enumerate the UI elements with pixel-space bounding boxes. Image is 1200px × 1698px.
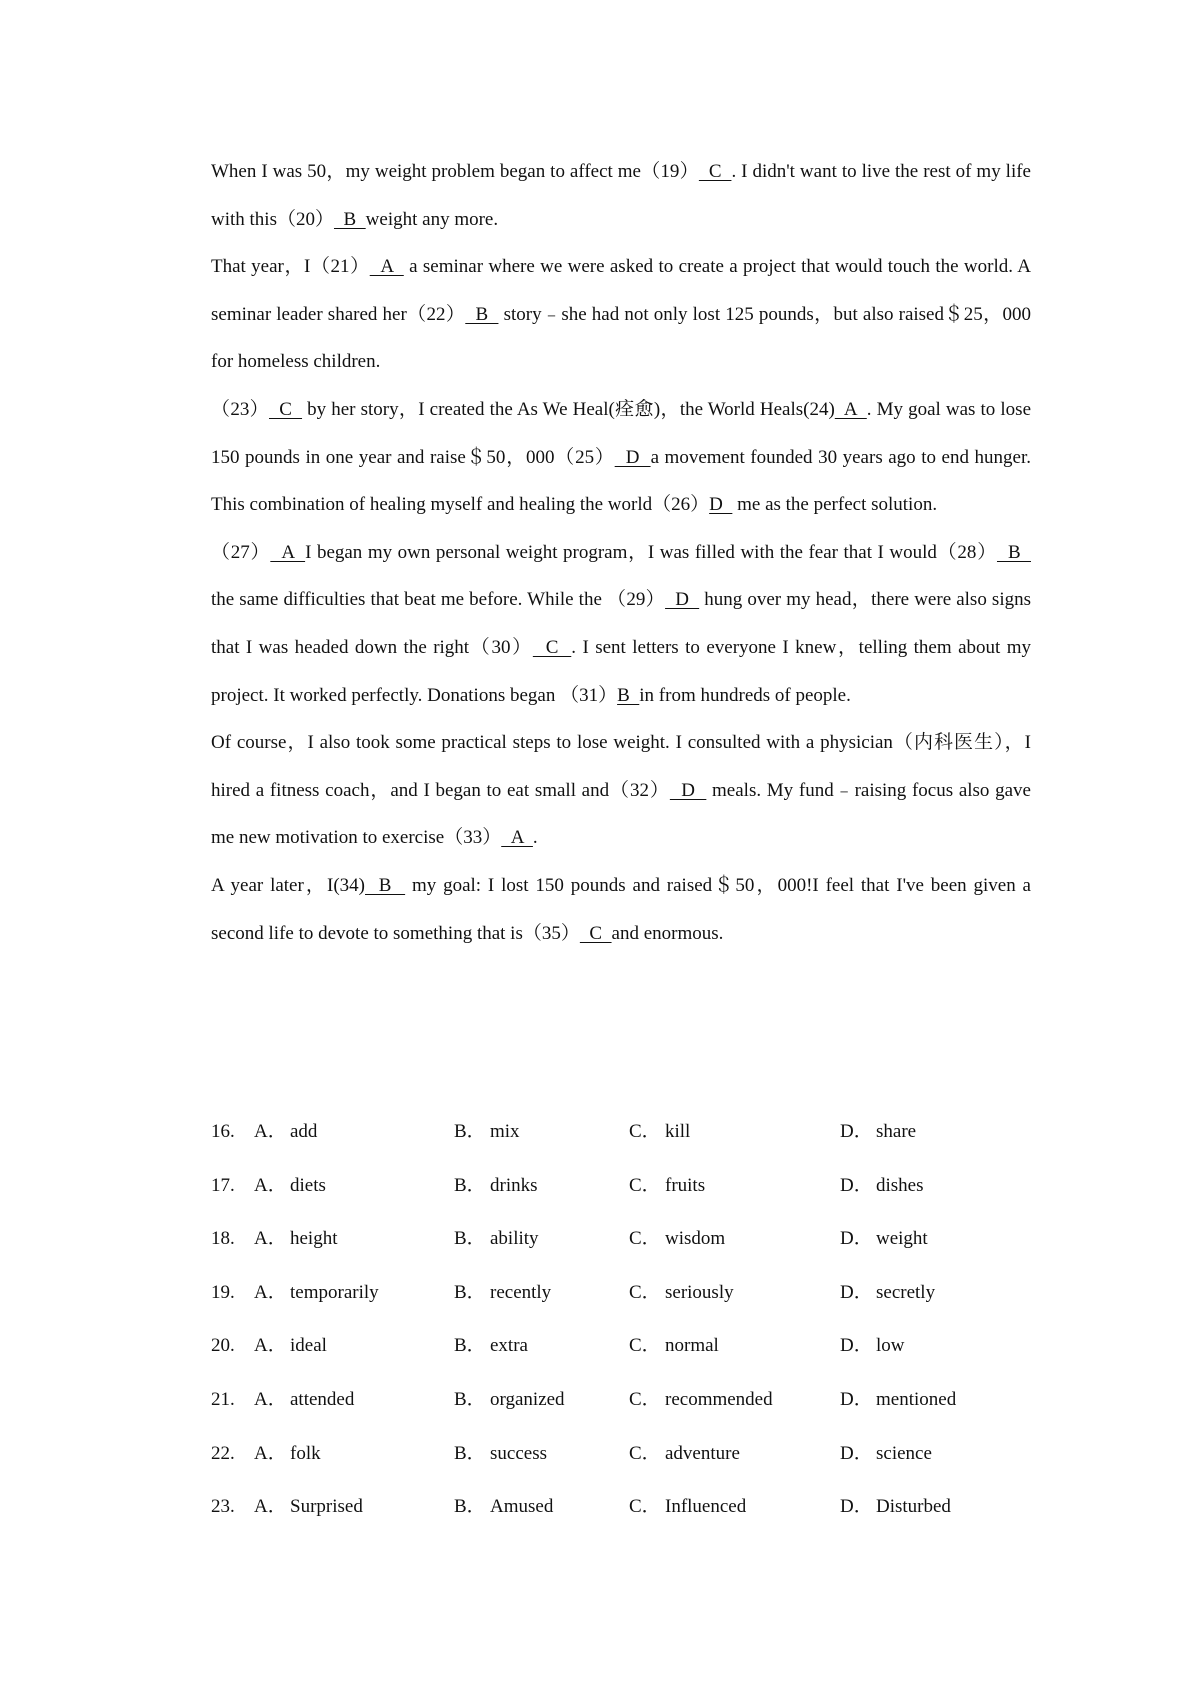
passage-text: the same difficulties that beat me before. While the （29）	[211, 589, 666, 611]
option-text: add	[290, 1121, 318, 1142]
option-text: attended	[290, 1388, 355, 1410]
passage-text: . I didn't want to live the rest of my life with this（20）	[211, 161, 1031, 230]
option-text: share	[876, 1121, 917, 1142]
answer-blank: C	[269, 398, 303, 420]
option-row	[211, 1382, 1031, 1436]
option-text: Surprised	[290, 1496, 363, 1518]
option-b	[454, 1436, 547, 1472]
passage-text: in from hundreds of people.	[639, 684, 851, 706]
option-text: science	[876, 1442, 932, 1464]
option-a	[211, 1221, 338, 1257]
option-letter: C．	[629, 1388, 661, 1410]
option-letter: B．	[454, 1228, 486, 1250]
option-letter: C．	[629, 1442, 661, 1464]
option-a	[211, 1382, 354, 1418]
option-letter: C．	[629, 1496, 661, 1518]
option-b	[454, 1489, 553, 1525]
option-text: height	[290, 1228, 338, 1250]
passage-paragraph	[211, 148, 1031, 243]
option-a	[211, 1168, 326, 1204]
option-letter: A．	[254, 1228, 287, 1250]
answer-blank: C	[532, 636, 572, 658]
option-b	[454, 1221, 539, 1257]
option-c	[629, 1275, 734, 1311]
option-text: success	[490, 1442, 547, 1464]
option-c	[629, 1221, 725, 1257]
option-text: diets	[290, 1174, 326, 1196]
passage-text: . I sent letters to everyone I knew，telling them about my project. It worked perfectly. Donations began （31）	[211, 636, 1032, 706]
option-c	[629, 1436, 740, 1472]
answer-blank: A	[270, 541, 306, 563]
passage-text: When I was 50，my weight problem began to affect me（19）	[211, 161, 699, 182]
option-letter: B．	[454, 1174, 486, 1196]
option-d	[840, 1221, 928, 1257]
option-text: Influenced	[665, 1496, 747, 1518]
option-row	[211, 1168, 1031, 1222]
passage-text: a seminar where we were asked to create a project that would touch the world. A seminar leader shared her（22）	[211, 256, 1031, 325]
option-row	[211, 1489, 1031, 1543]
option-text: ideal	[290, 1335, 327, 1357]
option-text: fruits	[665, 1174, 706, 1196]
option-text: normal	[665, 1335, 719, 1357]
cloze-passage	[211, 148, 1031, 957]
passage-text: （23）	[211, 398, 270, 420]
option-row	[211, 1436, 1031, 1490]
option-text: weight	[876, 1228, 928, 1250]
passage-text: （27）	[211, 541, 271, 563]
answer-blank: B	[617, 684, 640, 706]
option-c	[629, 1114, 690, 1150]
question-number: 16.	[211, 1121, 235, 1142]
question-number: 18.	[211, 1228, 235, 1250]
option-letter: D．	[840, 1121, 873, 1142]
passage-paragraph	[211, 862, 1031, 957]
option-d	[840, 1436, 932, 1472]
option-a	[211, 1436, 321, 1472]
answer-blank: D	[614, 446, 651, 468]
option-text: mix	[490, 1121, 520, 1142]
option-text: recently	[490, 1281, 552, 1303]
passage-text: and enormous.	[611, 922, 724, 944]
option-b	[454, 1382, 565, 1418]
answer-blank: D	[665, 589, 700, 611]
option-row	[211, 1275, 1031, 1329]
option-text: extra	[490, 1335, 528, 1357]
answer-blank: A	[834, 398, 867, 420]
option-c	[629, 1328, 719, 1364]
passage-text: . My goal was to lose 150 pounds in one year and raise＄50，000（25）	[211, 398, 1032, 468]
passage-text: That year，I（21）	[211, 256, 370, 278]
option-letter: B．	[454, 1442, 486, 1464]
answer-blank: A	[369, 256, 404, 278]
option-a	[211, 1114, 317, 1150]
option-text: adventure	[665, 1442, 740, 1464]
option-letter: C．	[629, 1121, 661, 1142]
option-letter: D．	[840, 1228, 873, 1250]
option-a	[211, 1489, 363, 1525]
passage-text: my goal: I lost 150 pounds and raised＄50，000!I feel that I've been given a second life to devote to something that is（35）	[211, 874, 1031, 944]
passage-text: A year later，I(34)	[211, 874, 366, 896]
option-d	[840, 1114, 916, 1150]
answer-blank: B	[365, 874, 406, 896]
option-letter: B．	[454, 1388, 486, 1410]
option-b	[454, 1114, 520, 1150]
option-d	[840, 1489, 951, 1525]
option-text: wisdom	[665, 1228, 726, 1250]
option-text: Amused	[490, 1496, 554, 1518]
option-text: recommended	[665, 1388, 773, 1410]
answer-options-list	[211, 1114, 1031, 1543]
passage-text: meals. My fund﹣raising focus also gave me new motivation to exercise（33）	[211, 779, 1031, 849]
option-text: temporarily	[290, 1281, 379, 1303]
passage-text: me as the perfect solution.	[732, 494, 938, 516]
option-row	[211, 1114, 1031, 1168]
option-text: kill	[665, 1121, 691, 1142]
option-letter: B．	[454, 1281, 486, 1303]
answer-blank: B	[996, 541, 1031, 563]
answer-blank: D	[669, 779, 707, 801]
passage-text: story﹣she had not only lost 125 pounds，but also raised＄25，000 for homeless children.	[211, 303, 1031, 373]
answer-blank: D	[709, 494, 733, 516]
passage-text: by her story，I created the As We Heal(痊愈)，the World Heals(24)	[302, 398, 835, 420]
option-letter: A．	[254, 1174, 287, 1196]
question-number: 22.	[211, 1442, 235, 1464]
option-letter: C．	[629, 1174, 661, 1196]
option-text: Disturbed	[876, 1496, 951, 1518]
answer-blank: C	[698, 161, 732, 182]
passage-text: .	[532, 827, 538, 849]
option-text: dishes	[876, 1174, 924, 1196]
question-number: 19.	[211, 1281, 235, 1303]
option-letter: B．	[454, 1496, 486, 1518]
option-text: low	[876, 1335, 905, 1357]
answer-blank: B	[333, 208, 366, 230]
option-b	[454, 1275, 551, 1311]
option-letter: B．	[454, 1335, 486, 1357]
option-letter: C．	[629, 1228, 661, 1250]
option-text: organized	[490, 1388, 565, 1410]
passage-paragraph	[211, 719, 1031, 862]
passage-text: Of course，I also took some practical steps to lose weight. I consulted with a physician（内科医生），I hired a fitness coach，and I began to eat small and（32）	[211, 732, 1031, 801]
option-letter: D．	[840, 1442, 873, 1464]
option-letter: B．	[454, 1121, 486, 1142]
option-letter: C．	[629, 1281, 661, 1303]
passage-paragraph	[211, 243, 1031, 386]
passage-text: hung over my head，there were also signs that I was headed down the right（30）	[211, 589, 1031, 658]
option-letter: D．	[840, 1496, 873, 1518]
option-text: ability	[490, 1228, 539, 1250]
question-number: 17.	[211, 1174, 235, 1196]
option-letter: A．	[254, 1388, 287, 1410]
option-letter: A．	[254, 1496, 287, 1518]
option-letter: D．	[840, 1281, 873, 1303]
option-letter: A．	[254, 1442, 287, 1464]
option-b	[454, 1168, 538, 1204]
option-row	[211, 1328, 1031, 1382]
option-a	[211, 1275, 379, 1311]
option-d	[840, 1275, 935, 1311]
option-text: mentioned	[876, 1388, 957, 1410]
option-c	[629, 1489, 746, 1525]
option-letter: A．	[254, 1281, 287, 1303]
option-d	[840, 1168, 924, 1204]
question-number: 23.	[211, 1496, 235, 1518]
answer-blank: B	[465, 303, 499, 325]
option-a	[211, 1328, 327, 1364]
passage-paragraph	[211, 386, 1031, 529]
option-text: secretly	[876, 1281, 936, 1303]
passage-text: weight any more.	[365, 208, 499, 230]
option-text: drinks	[490, 1174, 538, 1196]
option-letter: D．	[840, 1335, 873, 1357]
option-letter: A．	[254, 1335, 287, 1357]
question-number: 20.	[211, 1335, 235, 1357]
option-letter: D．	[840, 1388, 873, 1410]
option-text: folk	[290, 1442, 321, 1464]
option-letter: C．	[629, 1335, 661, 1357]
answer-blank: A	[501, 827, 533, 849]
answer-blank: C	[579, 922, 612, 944]
option-row	[211, 1221, 1031, 1275]
option-d	[840, 1382, 956, 1418]
option-c	[629, 1168, 705, 1204]
option-letter: D．	[840, 1174, 873, 1196]
option-letter: A．	[254, 1121, 287, 1142]
passage-text: a movement founded 30 years ago to end hunger. This combination of healing myself and healing the world（26）	[211, 446, 1031, 516]
option-text: seriously	[665, 1281, 734, 1303]
option-c	[629, 1382, 773, 1418]
option-b	[454, 1328, 528, 1364]
question-number: 21.	[211, 1388, 235, 1410]
passage-text: I began my own personal weight program，I was filled with the fear that I would（28）	[305, 541, 997, 563]
passage-paragraph	[211, 529, 1031, 719]
option-d	[840, 1328, 905, 1364]
